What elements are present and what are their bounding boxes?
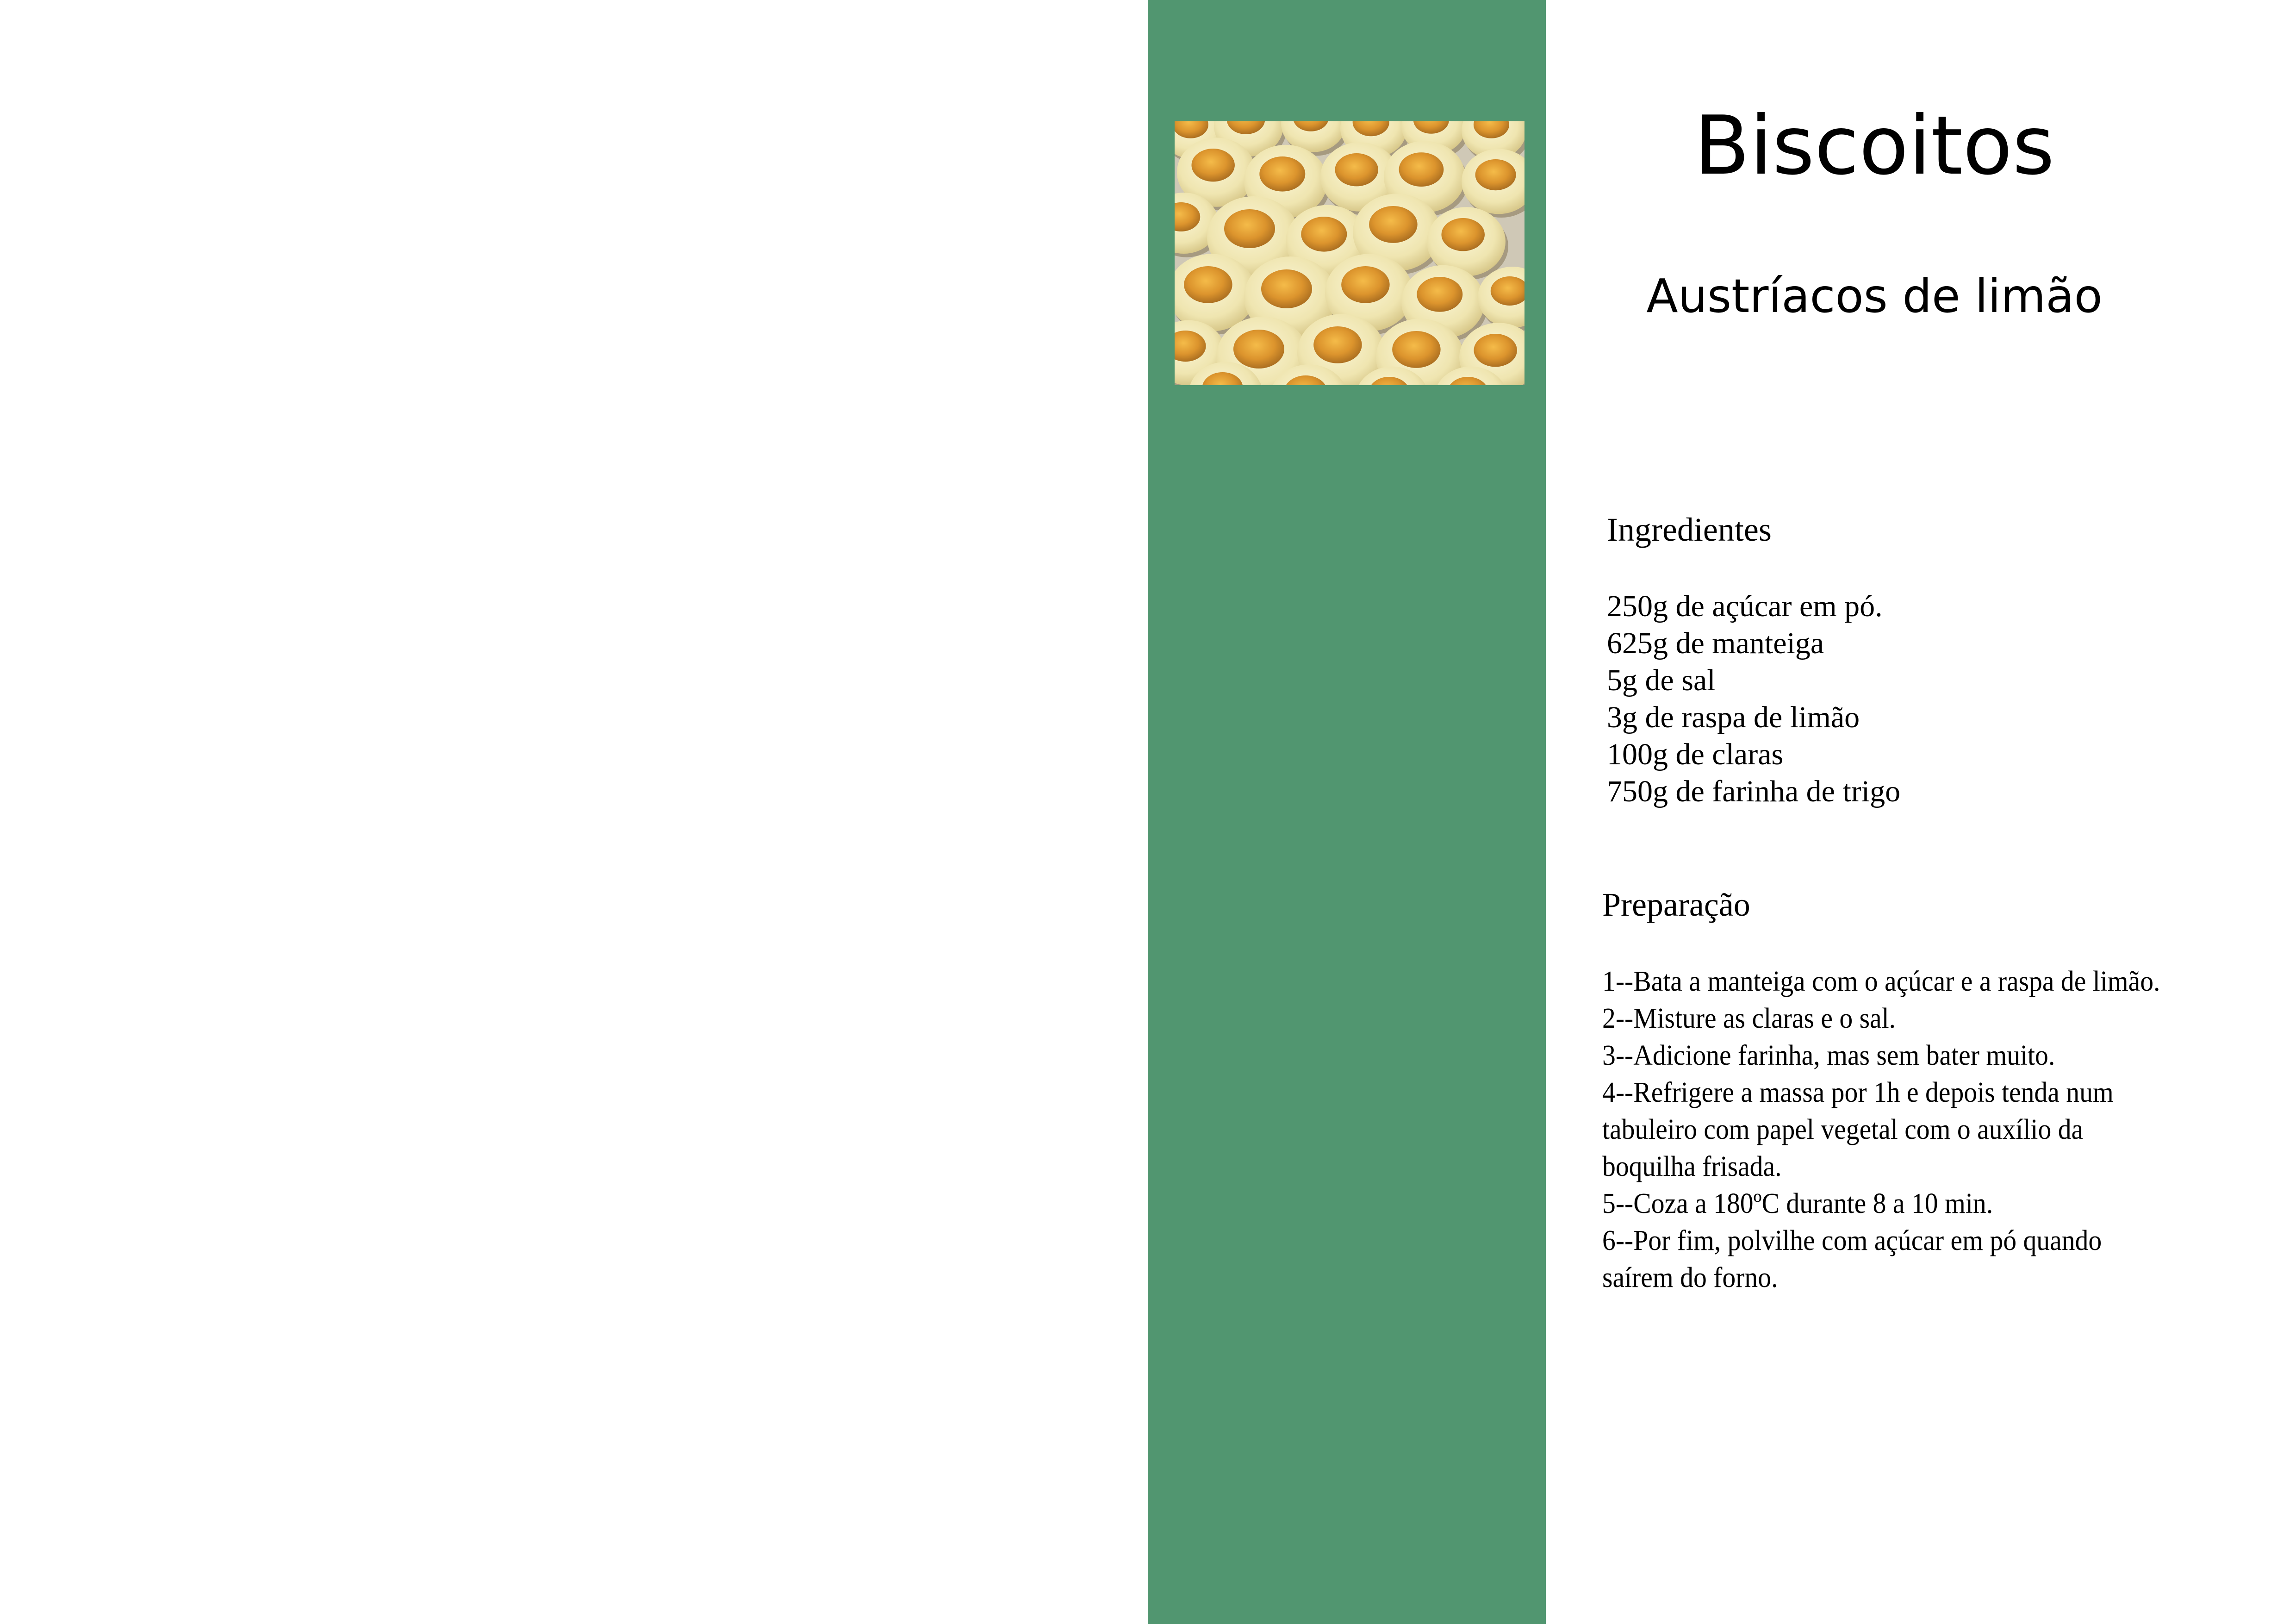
step-item: 4--Refrigere a massa por 1h e depois tenda num tabuleiro com papel vegetal com o auxílio da boquilha frisada.	[1602, 1077, 2114, 1182]
recipe-title: Biscoitos	[1694, 99, 2055, 193]
ingredients-heading: Ingredientes	[1607, 511, 1772, 548]
step-item: 6--Por fim, polvilhe com açúcar em pó quando saírem do forno.	[1602, 1225, 2102, 1293]
preparation-steps	[1602, 963, 2175, 1296]
ingredient-item: 100g de claras	[1607, 737, 1784, 771]
cookies-photo	[1175, 121, 1524, 385]
ingredient-item: 250g de açúcar em pó.	[1607, 589, 1883, 623]
step-item: 3--Adicione farinha, mas sem bater muito.	[1602, 1040, 2055, 1071]
ingredient-item: 3g de raspa de limão	[1607, 700, 1860, 734]
step-item: 2--Misture as claras e o sal.	[1602, 1003, 1896, 1034]
ingredient-item: 750g de farinha de trigo	[1607, 775, 1901, 808]
ingredient-item: 625g de manteiga	[1607, 626, 1824, 660]
preparation-heading: Preparação	[1602, 886, 1750, 923]
recipe-subtitle: Austríacos de limão	[1646, 269, 2103, 323]
step-item: 5--Coza a 180ºC durante 8 a 10 min.	[1602, 1188, 1993, 1219]
ingredient-item: 5g de sal	[1607, 663, 1716, 697]
step-item: 1--Bata a manteiga com o açúcar e a raspa de limão.	[1602, 966, 2160, 997]
ingredients-list	[1607, 588, 1900, 810]
